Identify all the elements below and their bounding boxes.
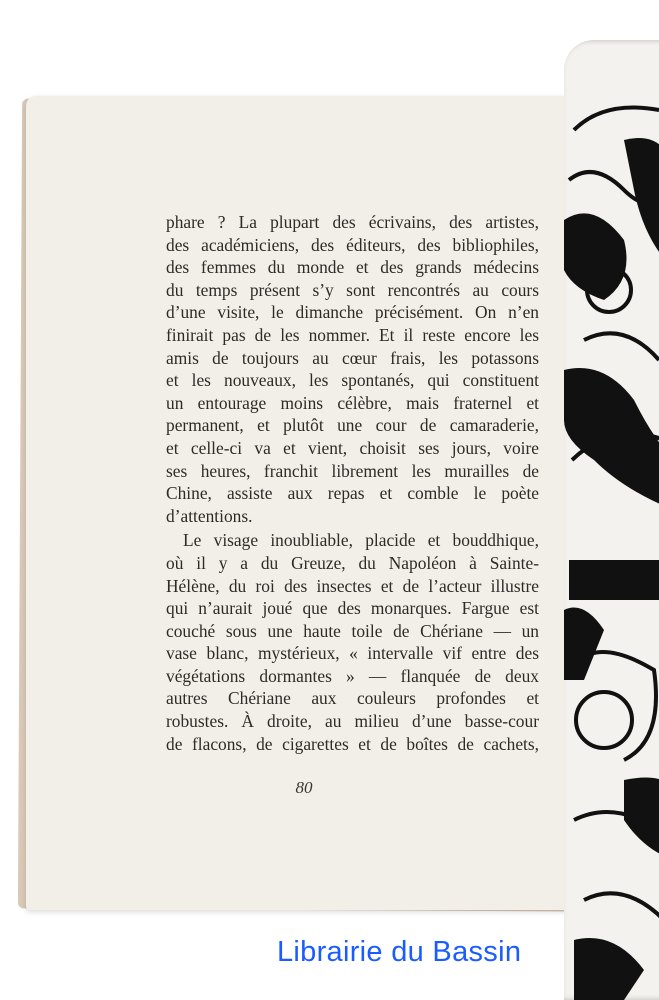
text-line: finirait pas de les nommer. Et il reste encore les [166, 324, 539, 345]
text-line: Le visage inoubliable, placide et bouddhique, [183, 530, 539, 551]
text-line: Hélène, du roi des insectes et de l’acteur illustre [166, 575, 539, 596]
text-line: amis de toujours au cœur frais, les potassons [166, 347, 539, 368]
page-number: 80 [295, 778, 313, 797]
text-line: de flacons, de cigarettes et de boîtes de cachets, [166, 733, 539, 754]
text-line: Chine, assiste aux repas et comble le poète [166, 483, 539, 504]
text-line: phare ? La plupart des écrivains, des artistes, [166, 212, 539, 232]
book-page-right-illustration [564, 40, 659, 1000]
text-line: permanent, et plutôt une cour de camaraderie, [166, 415, 539, 436]
text-line: des académiciens, des éditeurs, des bibliophiles, [166, 234, 539, 255]
text-line: du temps présent s’y sont rencontrés au cours [166, 279, 539, 300]
text-line: d’une visite, le dimanche précisément. On n’en [166, 302, 539, 323]
text-line: d’attentions. [166, 505, 253, 526]
text-line: et les nouveaux, les spontanés, qui constituent [166, 370, 539, 391]
body-text [166, 211, 539, 755]
text-line: couché sous une haute toile de Chériane — un [166, 620, 539, 641]
text-line: robustes. À droite, au milieu d’une basse-cour [166, 711, 539, 732]
text-line: des femmes du monde et des grands médecins [166, 257, 539, 278]
text-line: où il y a du Greuze, du Napoléon à Sainte- [166, 552, 539, 573]
text-line: ses heures, franchit librement les murailles de [166, 460, 539, 481]
text-line: qui n’aurait joué que des monarques. Fargue est [166, 598, 539, 619]
ink-drawing-illustration [564, 40, 659, 1000]
text-line: autres Chériane aux couleurs profondes et [166, 688, 539, 709]
text-line: un entourage moins célèbre, mais fraternel et [166, 392, 539, 413]
text-line: végétations dormantes » — flanquée de deux [166, 665, 539, 686]
watermark-text: Librairie du Bassin [277, 936, 522, 968]
text-line: et celle-ci va et vient, choisit ses jours, voire [166, 437, 539, 458]
text-line: vase blanc, mystérieux, « intervalle vif entre des [166, 643, 539, 664]
